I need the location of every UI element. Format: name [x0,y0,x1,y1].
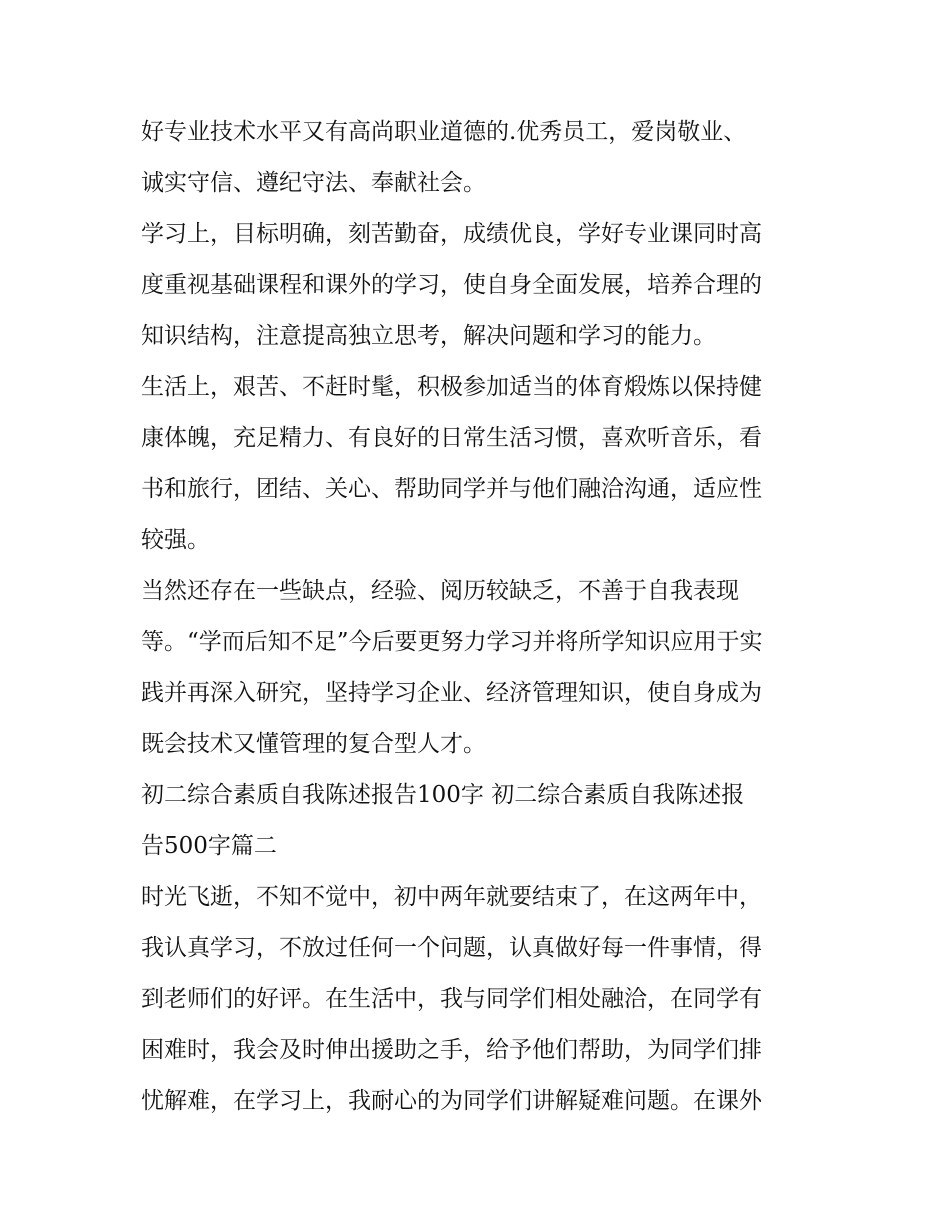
text-line: 我认真学习，不放过任何一个问题，认真做好每一件事情，得 [141,935,762,961]
text-line: 诚实守信、遵纪守法、奉献社会。 [141,170,486,196]
text-line: 好专业技术水平又有高尚职业道德的.优秀员工，爱岗敬业、 [141,119,747,145]
text-line: 困难时，我会及时伸出援助之手，给予他们帮助，为同学们排 [141,1037,762,1063]
text-line: 当然还存在一些缺点，经验、阅历较缺乏，不善于自我表现 [141,578,739,604]
text-line: 康体魄，充足精力、有良好的日常生活习惯，喜欢听音乐，看 [141,425,762,451]
text-line: 践并再深入研究，坚持学习企业、经济管理知识，使自身成为 [141,680,762,706]
text-line: 书和旅行，团结、关心、帮助同学并与他们融洽沟通，适应性 [141,476,762,502]
text-line: 知识结构，注意提高独立思考，解决问题和学习的能力。 [141,323,716,349]
text-line: 学习上，目标明确，刻苦勤奋，成绩优良，学好专业课同时高 [141,221,762,247]
text-line: 度重视基础课程和课外的学习，使自身全面发展，培养合理的 [141,272,762,298]
section-heading-line: 初二综合素质自我陈述报告100字 初二综合素质自我陈述报 [141,782,745,808]
text-line: 时光飞逝，不知不觉中，初中两年就要结束了，在这两年中， [141,884,762,910]
text-line: 生活上，艰苦、不赶时髦，积极参加适当的体育煅炼以保持健 [141,374,762,400]
text-line: 等。“学而后知不足”今后要更努力学习并将所学知识应用于实 [141,629,763,655]
section-heading-line: 告500字篇二 [141,833,277,859]
text-line: 既会技术又懂管理的复合型人才。 [141,731,486,757]
text-line: 到老师们的好评。在生活中，我与同学们相处融洽，在同学有 [141,986,762,1012]
body-text [141,107,821,1127]
text-line: 忧解难，在学习上，我耐心的为同学们讲解疑难问题。在课外 [141,1088,762,1114]
text-line: 较强。 [141,527,210,553]
